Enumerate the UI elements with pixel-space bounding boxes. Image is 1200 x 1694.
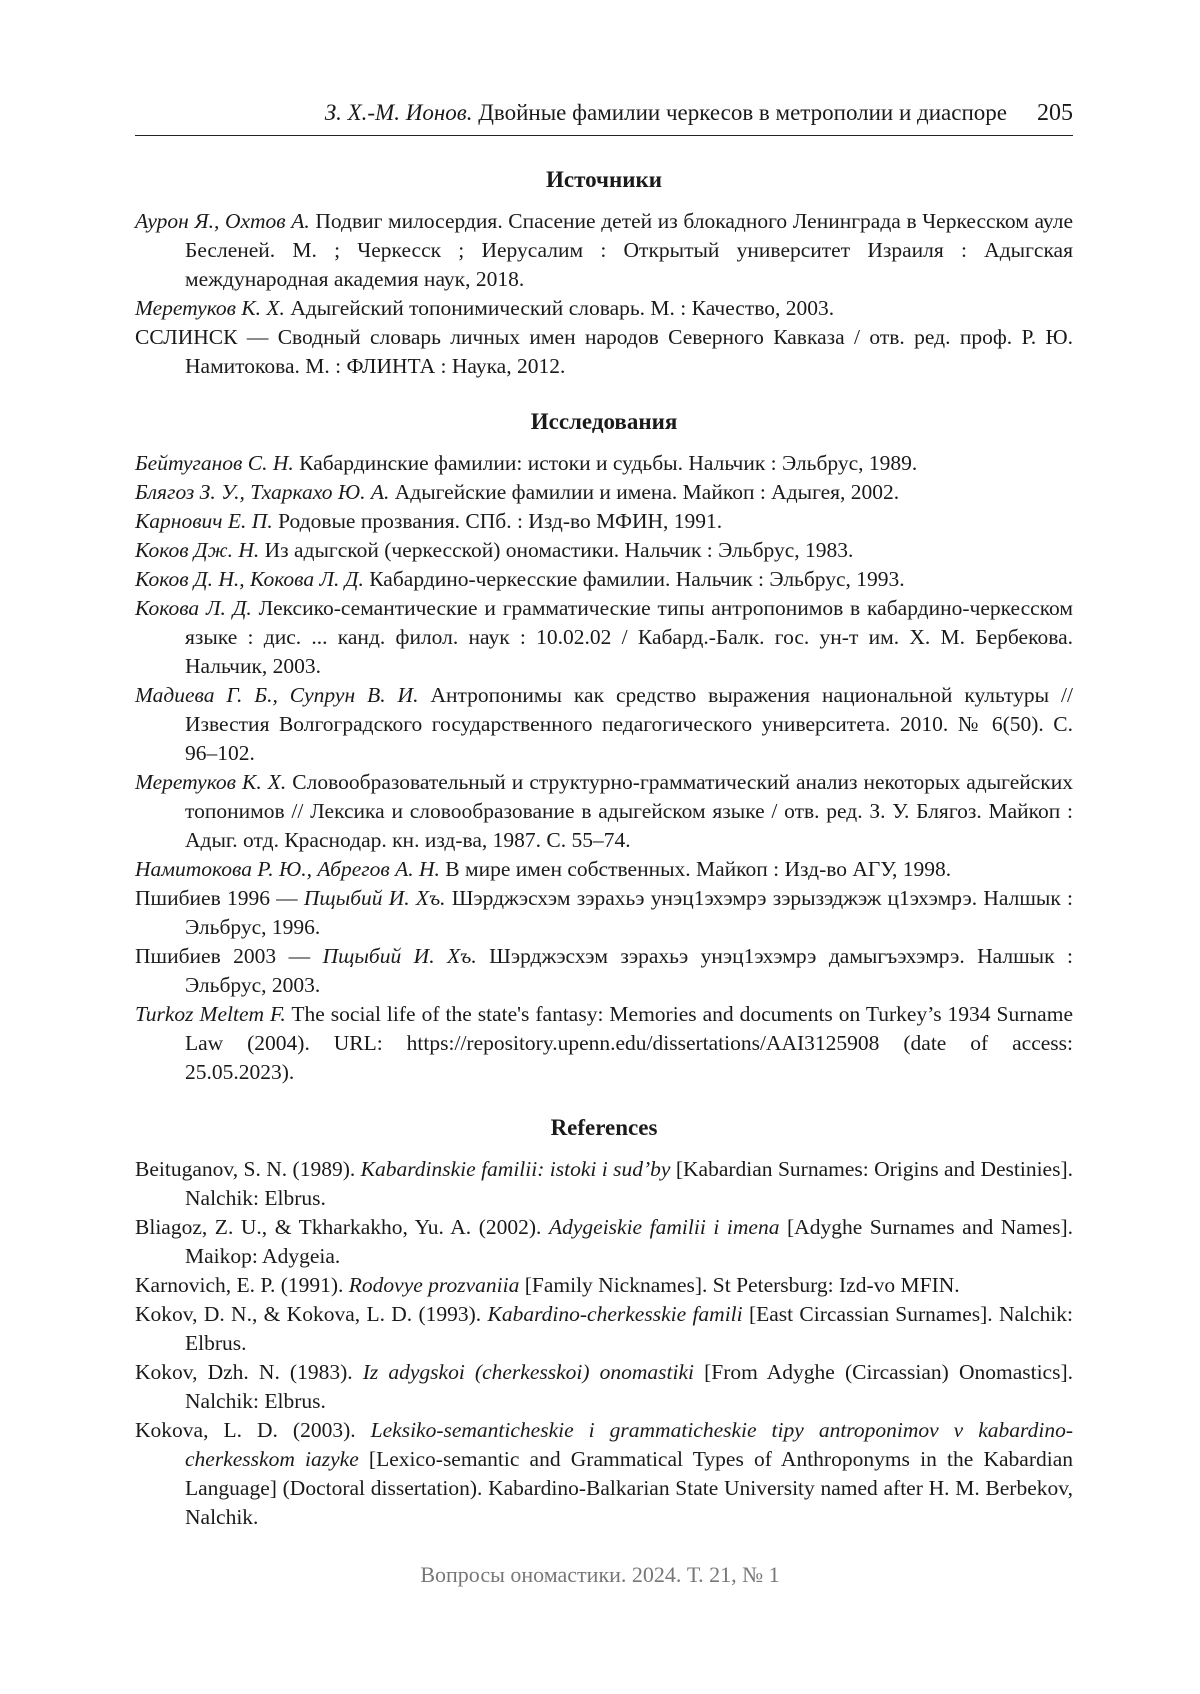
reference-italic: Аурон Я., Охтов А. xyxy=(135,209,310,233)
reference-entry xyxy=(135,1300,1073,1358)
reference-italic: Kabardino-cherkesskie famili xyxy=(487,1302,743,1326)
reference-entry xyxy=(135,884,1073,942)
reference-entry xyxy=(135,449,1073,478)
reference-italic: Leksiko-semanticheskie i grammaticheskie tipy antroponimov v kabardino-cherkesskom iazyke xyxy=(185,1418,1073,1471)
reference-italic: Kabardinskie familii: istoki i sud’by xyxy=(360,1157,671,1181)
reference-text: Родовые прозвания. СПб. : Изд-во МФИН, 1991. xyxy=(272,509,723,533)
sources-list xyxy=(135,207,1073,381)
reference-text: Словообразовательный и структурно-грамматический анализ некоторых адыгейских топонимов // Лексика и словообразование в адыгейском языке / отв. ред. З. У. Блягоз. Майкоп : Адыг. отд. Краснодар. кн. изд-ва, 1987. С. 55–74. xyxy=(185,770,1073,852)
reference-italic: Iz adygskoi (cherkesskoi) onomastiki xyxy=(362,1360,694,1384)
reference-italic: Мадиева Г. Б., Супрун В. И. xyxy=(135,683,419,707)
reference-entry xyxy=(135,1000,1073,1087)
reference-text: Антропонимы как средство выражения национальной культуры // Известия Волгоградского государственного педагогического университета. 2010. № 6(50). С. 96–102. xyxy=(185,683,1073,765)
reference-prefix: Пшибиев 2003 — xyxy=(135,944,323,968)
reference-text: Адыгейский топонимический словарь. М. : Качество, 2003. xyxy=(284,296,835,320)
reference-italic: Меретуков К. Х. xyxy=(135,770,287,794)
reference-text: [Adyghe Surnames and Names]. Maikop: Adygeia. xyxy=(185,1215,1073,1268)
reference-italic: Adygeiskie familii i imena xyxy=(548,1215,780,1239)
reference-italic: Пщыбий И. Хъ. xyxy=(303,886,446,910)
reference-prefix: Karnovich, E. P. (1991). xyxy=(135,1273,349,1297)
reference-text: Кабардинские фамилии: истоки и судьбы. Нальчик : Эльбрус, 1989. xyxy=(293,451,918,475)
reference-entry xyxy=(135,565,1073,594)
reference-italic: Rodovye prozvaniia xyxy=(348,1273,520,1297)
reference-entry xyxy=(135,942,1073,1000)
studies-section xyxy=(135,407,1073,1087)
reference-text: Шэрджэсхэм зэрахьэ унэц1эхэмрэ дамыгъэхэмрэ. Налшык : Эльбрус, 2003. xyxy=(185,944,1073,997)
reference-prefix: Kokova, L. D. (2003). xyxy=(135,1418,371,1442)
reference-italic: Коков Д. Н., Кокова Л. Д. xyxy=(135,567,364,591)
references-list xyxy=(135,1155,1073,1532)
reference-text: В мире имен собственных. Майкоп : Изд-во АГУ, 1998. xyxy=(439,857,952,881)
reference-italic: Карнович Е. П. xyxy=(135,509,273,533)
reference-entry xyxy=(135,1155,1073,1213)
reference-italic: Коков Дж. Н. xyxy=(135,538,260,562)
reference-italic: Блягоз З. У., Тхаркахо Ю. А. xyxy=(135,480,390,504)
reference-text: ССЛИНСК — Сводный словарь личных имен народов Северного Кавказа / отв. ред. проф. Р. Ю. Намитокова. М. : ФЛИНТА : Наука, 2012. xyxy=(135,325,1073,378)
reference-text: The social life of the state's fantasy: Memories and documents on Turkey’s 1934 Surname Law (2004). URL: https://repository.upenn.edu/dissertations/AAI3125908 (date of access: 25.05.2023). xyxy=(185,1002,1073,1084)
journal-footer: Вопросы ономастики. 2024. Т. 21, № 1 xyxy=(420,1562,780,1587)
reference-text: [East Circassian Surnames]. Nalchik: Elbrus. xyxy=(185,1302,1073,1355)
running-head xyxy=(135,100,1073,136)
reference-text: Лексико-семантические и грамматические типы антропонимов в кабардино-черкесском языке : дис. ... канд. филол. наук : 10.02.02 / Кабард.-Балк. гос. ун-т им. Х. М. Бербекова. Нальчик, 2003. xyxy=(185,596,1073,678)
reference-italic: Намитокова Р. Ю., Абрегов А. Н. xyxy=(135,857,440,881)
reference-entry xyxy=(135,855,1073,884)
reference-entry xyxy=(135,478,1073,507)
reference-prefix: Bliagoz, Z. U., & Tkharkakho, Yu. A. (2002). xyxy=(135,1215,549,1239)
reference-entry xyxy=(135,1416,1073,1532)
reference-text: Шэрджэсхэм зэрахьэ унэц1эхэмрэ зэрызэджэж ц1эхэмрэ. Налшык : Эльбрус, 1996. xyxy=(185,886,1073,939)
sources-section xyxy=(135,165,1073,381)
reference-prefix: Kokov, Dzh. N. (1983). xyxy=(135,1360,363,1384)
reference-entry xyxy=(135,768,1073,855)
page-number: 205 xyxy=(1037,100,1073,126)
reference-text: [Kabardian Surnames: Origins and Destinies]. Nalchik: Elbrus. xyxy=(185,1157,1073,1210)
reference-entry xyxy=(135,207,1073,294)
reference-entry xyxy=(135,681,1073,768)
reference-text: [Family Nicknames]. St Petersburg: Izd-vo MFIN. xyxy=(519,1273,960,1297)
reference-prefix: Beituganov, S. N. (1989). xyxy=(135,1157,361,1181)
running-head-author: З. Х.-М. Ионов. xyxy=(324,100,473,125)
reference-italic: Бейтуганов С. Н. xyxy=(135,451,294,475)
reference-italic: Меретуков К. Х. xyxy=(135,296,285,320)
reference-text: [Lexico-semantic and Grammatical Types of Anthroponyms in the Kabardian Language] (Doctoral dissertation). Kabardino-Balkarian State University named after H. M. Berbekov, Nalchik. xyxy=(185,1447,1073,1529)
reference-entry xyxy=(135,294,1073,323)
reference-entry xyxy=(135,1358,1073,1416)
reference-italic: Пщыбий И. Хъ. xyxy=(322,944,477,968)
running-head-title: Двойные фамилии черкесов в метрополии и диаспоре xyxy=(478,100,1007,125)
reference-italic: Turkoz Meltem F. xyxy=(135,1002,286,1026)
reference-text: Подвиг милосердия. Спасение детей из блокадного Ленинграда в Черкесском ауле Бесленей. М. ; Черкесск ; Иерусалим : Открытый университет Израиля : Адыгская международная академия наук, 2018. xyxy=(185,209,1073,291)
sources-heading: Источники xyxy=(546,167,662,192)
reference-entry xyxy=(135,1271,1073,1300)
studies-list xyxy=(135,449,1073,1087)
studies-heading: Исследования xyxy=(530,409,678,434)
reference-entry xyxy=(135,536,1073,565)
bibliography xyxy=(135,165,1073,1532)
running-head-text xyxy=(325,100,1007,126)
reference-prefix: Kokov, D. N., & Kokova, L. D. (1993). xyxy=(135,1302,488,1326)
reference-text: Адыгейские фамилии и имена. Майкоп : Адыгея, 2002. xyxy=(389,480,900,504)
reference-text: Кабардино-черкесские фамилии. Нальчик : Эльбрус, 1993. xyxy=(363,567,905,591)
reference-italic: Кокова Л. Д. xyxy=(135,596,252,620)
reference-entry xyxy=(135,594,1073,681)
references-section xyxy=(135,1113,1073,1532)
references-heading: References xyxy=(550,1115,658,1140)
reference-entry xyxy=(135,507,1073,536)
reference-prefix: Пшибиев 1996 — xyxy=(135,886,304,910)
reference-text: [From Adyghe (Circassian) Onomastics]. Nalchik: Elbrus. xyxy=(185,1360,1074,1413)
reference-entry xyxy=(135,323,1073,381)
reference-text: Из адыгской (черкесской) ономастики. Нальчик : Эльбрус, 1983. xyxy=(259,538,854,562)
reference-entry xyxy=(135,1213,1073,1271)
